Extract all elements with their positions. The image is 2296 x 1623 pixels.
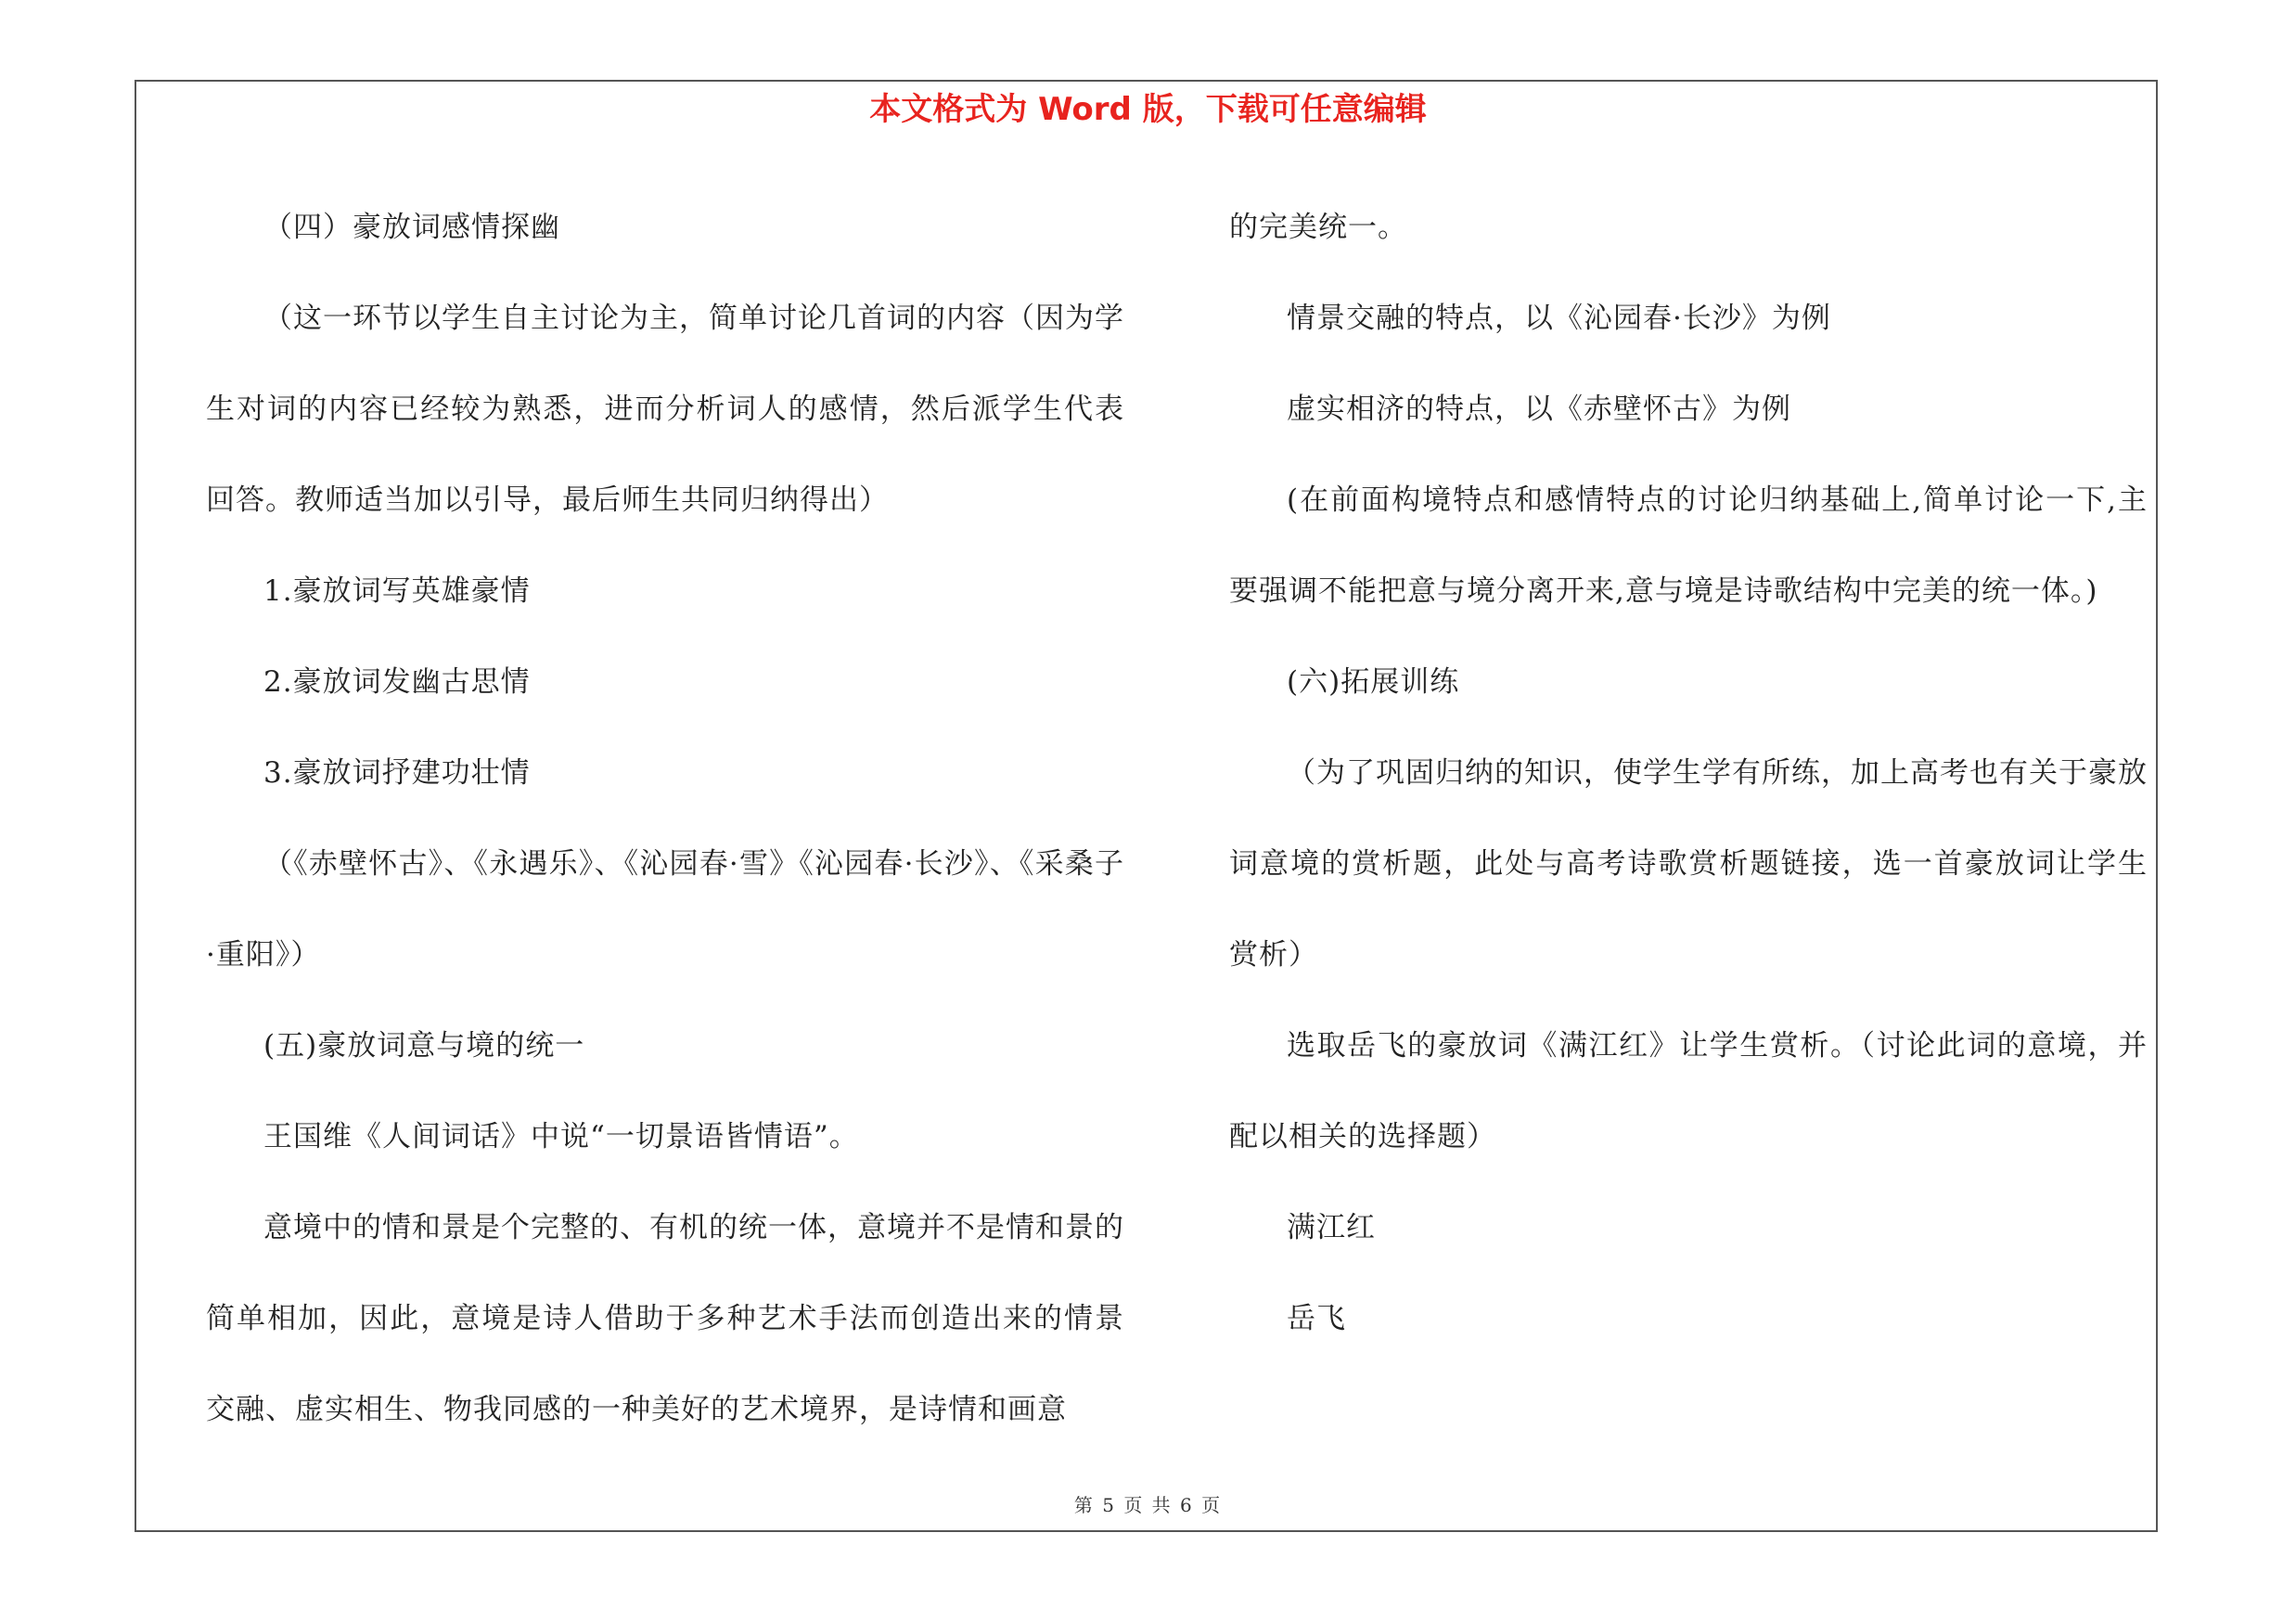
- section-heading-6: (六)拓展训练: [1287, 665, 1460, 699]
- poem-author: 岳飞: [1287, 1302, 1346, 1335]
- list-item-2: 2.豪放词发幽古思情: [263, 665, 531, 699]
- paragraph-yijing: 意境中的情和景是个完整的、有机的统一体，意境并不是情和景的简单相加，因此，意境是诗人借助于多种艺术手法而创造出来的情景交融、虚实相生、物我同感的一种美好的艺术境界，是诗情和画意: [206, 1211, 1124, 1426]
- document-header-title: 本文格式为 Word 版，下载可任意编辑: [869, 91, 1427, 128]
- paragraph-poem-list: （《赤壁怀古》、《永遇乐》、《沁园春·雪》《沁园春·长沙》、《采桑子·重阳》）: [206, 847, 1124, 972]
- paragraph-selection: 选取岳飞的豪放词《满江红》让学生赏析。（讨论此词的意境，并配以相关的选择题）: [1229, 1029, 2148, 1153]
- left-column: [206, 182, 1124, 1455]
- section-heading-5: (五)豪放词意与境的统一: [263, 1029, 585, 1063]
- right-column: [1229, 182, 2148, 1364]
- list-item-3: 3.豪放词抒建功壮情: [263, 756, 531, 790]
- paragraph-feature-2: 虚实相济的特点，以《赤壁怀古》为例: [1287, 393, 1791, 426]
- paragraph-discussion-note: （这一环节以学生自主讨论为主，简单讨论几首词的内容（因为学生对词的内容已经较为熟悉，进而分析词人的感情，然后派学生代表回答。教师适当加以引导，最后师生共同归纳得出）: [206, 302, 1124, 517]
- paragraph-summary-note: (在前面构境特点和感情特点的讨论归纳基础上,简单讨论一下,主要强调不能把意与境分离开来,意与境是诗歌结构中完美的统一体。): [1229, 483, 2148, 608]
- page-number-footer: 第 5 页 共 6 页: [1073, 1494, 1223, 1516]
- list-item-1: 1.豪放词写英雄豪情: [263, 574, 531, 608]
- paragraph-quote: 王国维《人间词话》中说“一切景语皆情语”。: [263, 1120, 859, 1153]
- paragraph-continuation: 的完美统一。: [1229, 211, 1407, 244]
- poem-title: 满江红: [1287, 1211, 1376, 1244]
- paragraph-training-note: （为了巩固归纳的知识，使学生学有所练，加上高考也有关于豪放词意境的赏析题，此处与高考诗歌赏析题链接，选一首豪放词让学生赏析）: [1229, 756, 2148, 972]
- section-heading-4: （四）豪放词感情探幽: [263, 211, 560, 244]
- paragraph-feature-1: 情景交融的特点，以《沁园春·长沙》为例: [1287, 302, 1831, 335]
